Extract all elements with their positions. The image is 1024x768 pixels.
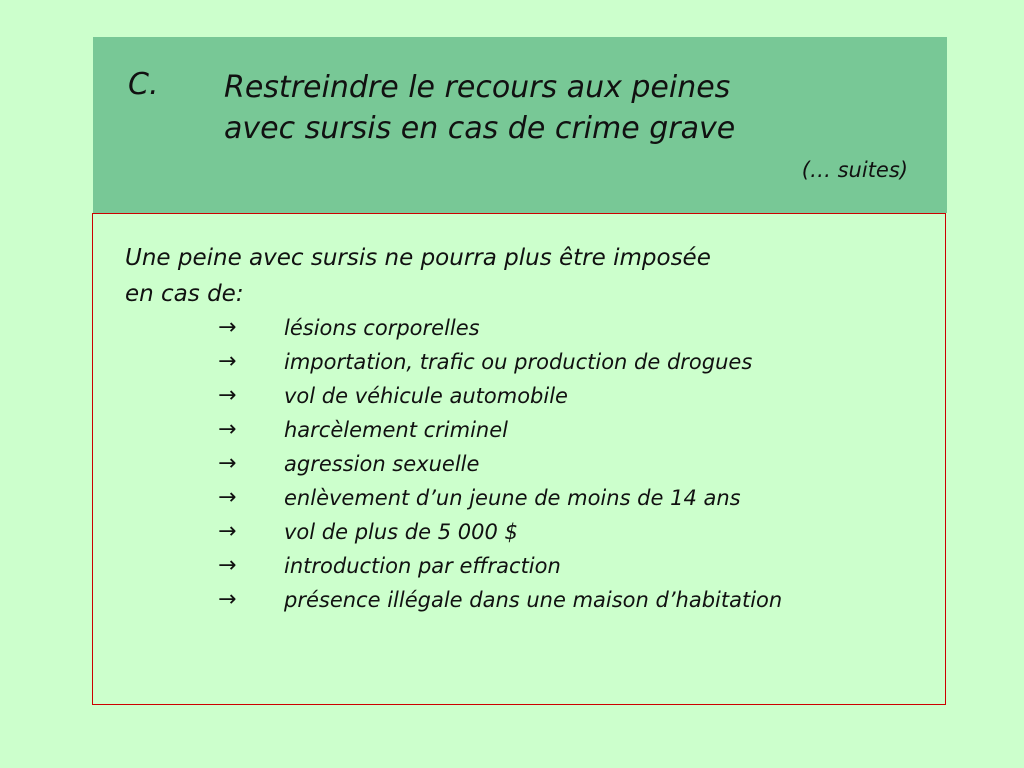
intro-line-1: Une peine avec sursis ne pourra plus être imposée xyxy=(125,245,711,271)
title-line-2: avec sursis en cas de crime grave xyxy=(224,111,736,146)
arrow-right-icon: → xyxy=(218,315,237,340)
section-letter: C. xyxy=(128,67,159,102)
continuation-note: (… suites) xyxy=(801,158,908,182)
title-band xyxy=(93,37,947,213)
arrow-right-icon: → xyxy=(218,485,237,510)
slide-title xyxy=(224,67,735,149)
list-item-text: importation, trafic ou production de drogues xyxy=(284,350,753,374)
list-item-text: harcèlement criminel xyxy=(284,418,508,442)
list-item-text: lésions corporelles xyxy=(284,316,480,340)
list-item-text: agression sexuelle xyxy=(284,452,480,476)
intro-text xyxy=(125,240,711,312)
list-item-text: introduction par effraction xyxy=(284,554,561,578)
intro-line-2: en cas de: xyxy=(125,281,244,307)
arrow-right-icon: → xyxy=(218,519,237,544)
title-line-1: Restreindre le recours aux peines xyxy=(224,70,731,105)
arrow-right-icon: → xyxy=(218,451,237,476)
arrow-right-icon: → xyxy=(218,587,237,612)
list-item-text: vol de véhicule automobile xyxy=(284,384,568,408)
list-item-text: vol de plus de 5 000 $ xyxy=(284,520,518,544)
arrow-right-icon: → xyxy=(218,553,237,578)
list-item-text: présence illégale dans une maison d’habitation xyxy=(284,588,783,612)
arrow-right-icon: → xyxy=(218,349,237,374)
list-item-text: enlèvement d’un jeune de moins de 14 ans xyxy=(284,486,741,510)
arrow-right-icon: → xyxy=(218,417,237,442)
arrow-right-icon: → xyxy=(218,383,237,408)
content-box xyxy=(92,213,946,705)
